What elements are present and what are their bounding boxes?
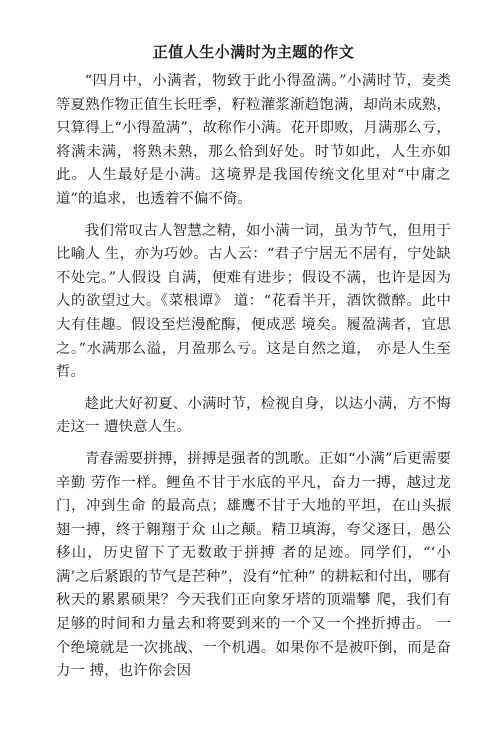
paragraph-xiaoman-definition: “四月中，小满者，物致于此小得盈满。”小满时节，麦类等夏熟作物正值生长旺季，籽粒灌浆渐趋饱满，却尚未成熟，只算得上“小得盈满”，故称作小满。花开即败，月满那么亏，将满未满，将熟未熟，那么恰到好处。时节如此，人生亦如此。人生最好是小满。这境界是我国传统文化里对“中庸之道”的追求，也透着不偏不倚。 [56,73,451,207]
document-page [56,42,451,692]
paragraph-early-summer: 趁此大好初夏、小满时节，检视自身，以达小满，方不悔走这一 遭快意人生。 [56,395,451,436]
document-title: 正值人生小满时为主题的作文 [152,43,355,61]
paragraph-ancient-wisdom: 我们常叹古人智慧之精，如小满一词，虽为节气，但用于比喻人 生，亦为巧妙。古人云：“君子宁居无不居有，宁处缺不处完。”人假设 自满，便难有进步；假设不满，也许是因为人的欲望过大。《菜根谭》 道：“花看半开，酒饮微醉。此中大有佳趣。假设至烂漫酡酶，便成恶 境矣。履盈满者，宜思之。”水满那么溢，月盈那么亏。这是自然之道， 亦是人生至哲。 [56,222,451,381]
paragraph-youth-struggle: 青春需要拼搏，拼搏是强者的凯歌。正如“小满”后更需要辛勤 劳作一样。鲤鱼不甘于水底的平凡，奋力一搏，越过龙门，冲到生命 的最高点；雄鹰不甘于大地的平坦，在山头振翅一搏，终于翱翔于众 山之颠。精卫填海，夸父逐日，愚公移山，历史留下了无数敢于拼搏 者的足迹。同学们，“‘小满’之后紧跟的节气是芒种”，没有“忙种” 的耕耘和付出，哪有秋天的累累硕果？今天我们正向象牙塔的顶端攀 爬，我们有足够的时间和力量去和将要到来的一个又一个挫折搏击。 一个绝境就是一次挑战、一个机遇。如果你不是被吓倒，而是奋力一 搏，也许你会因 [56,450,451,680]
